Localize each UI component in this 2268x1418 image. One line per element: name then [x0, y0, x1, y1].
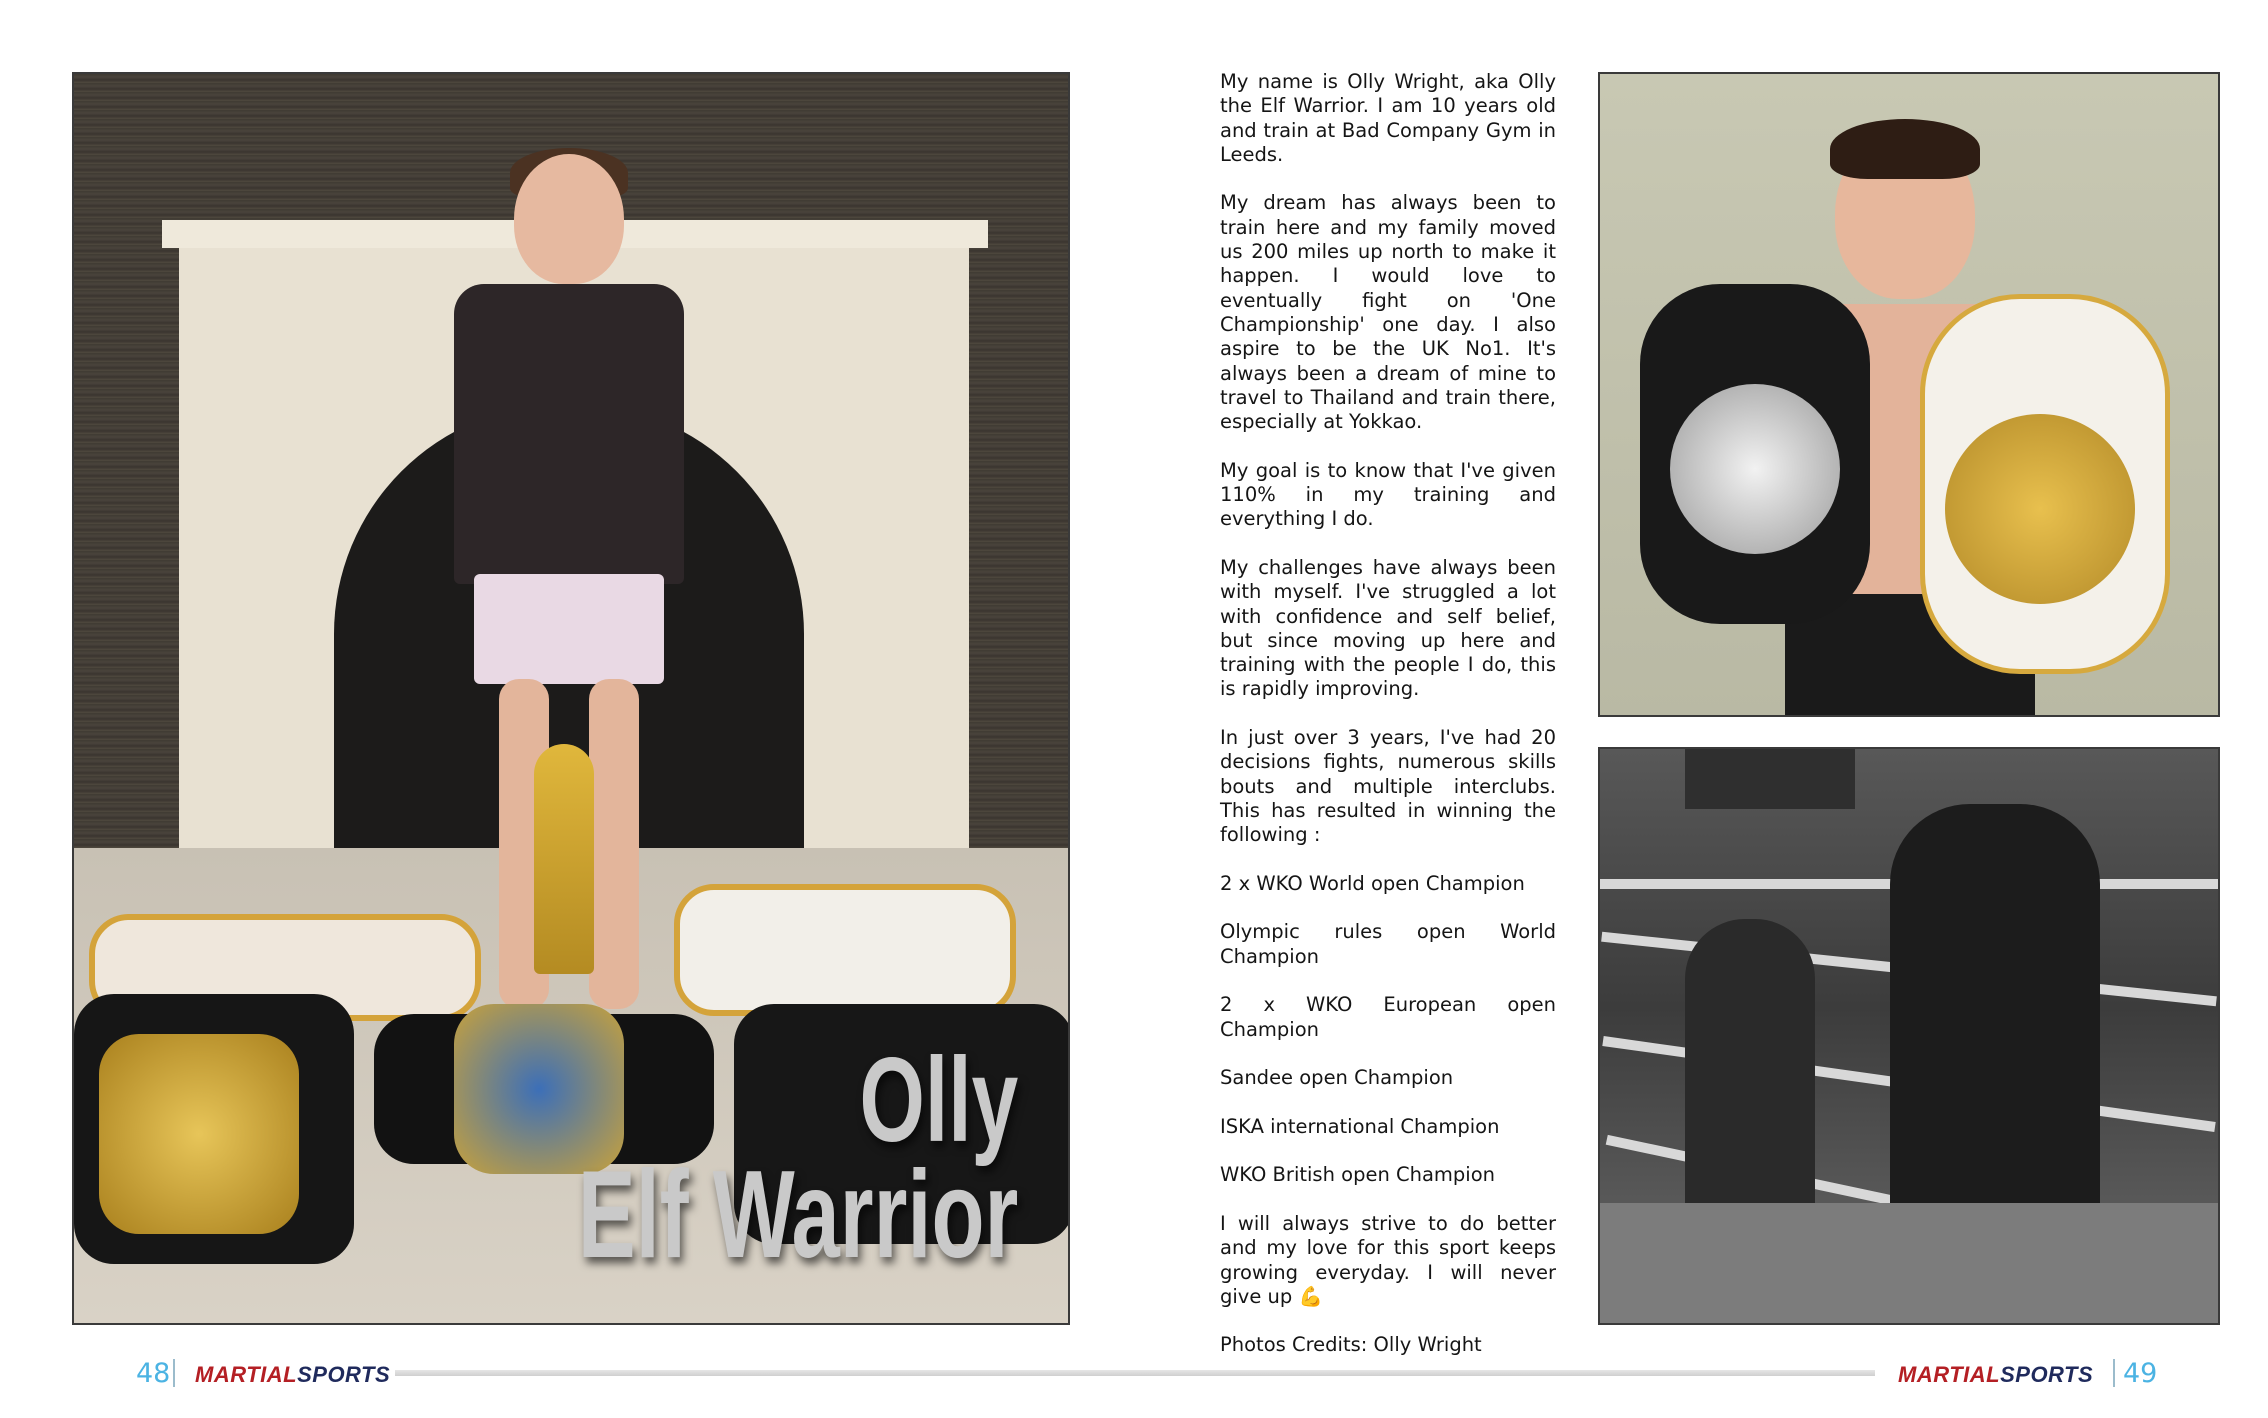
belt-gold-plate-sandee	[99, 1034, 299, 1234]
footer-brand-left	[195, 1362, 390, 1388]
achievement-item: Olympic rules open World Champion	[1220, 920, 1556, 968]
article-paragraph: In just over 3 years, I've had 20 decisions fights, numerous skills bouts and multiple interclubs. This has resulted in winning the following :	[1220, 726, 1556, 847]
article-paragraph: My challenges have always been with myself. I've struggled a lot with confidence and self belief, but since moving up here and training with the people I do, this is rapidly improving.	[1220, 555, 1556, 701]
brand-word-martial: MARTIAL	[195, 1362, 298, 1387]
achievement-item: 2 x WKO World open Champion	[1220, 871, 1525, 895]
brand-word-martial: MARTIAL	[1898, 1362, 2001, 1387]
article-body	[1220, 70, 1556, 1382]
achievement-item: 2 x WKO European open Champion	[1220, 993, 1556, 1041]
photo-credits: Photos Credits: Olly Wright	[1220, 1333, 1482, 1357]
boy-hair	[1830, 119, 1980, 179]
white-belt-plate	[1945, 414, 2135, 604]
footer-rule	[395, 1370, 1875, 1376]
achievement-item: Sandee open Champion	[1220, 1066, 1454, 1090]
footer-divider	[2113, 1359, 2115, 1387]
photo-olly-holding-belts	[1598, 72, 2220, 717]
overlay-title-line1: Olly	[859, 1033, 1018, 1168]
achievement-item: ISKA international Champion	[1220, 1114, 1500, 1138]
article-paragraph: My goal is to know that I've given 110% in my training and everything I do.	[1220, 458, 1556, 531]
gym-wall-sign	[1685, 749, 1855, 809]
achievement-item: WKO British open Champion	[1220, 1163, 1496, 1187]
article-paragraph: My name is Olly Wright, aka Olly the Elf Warrior. I am 10 years old and train at Bad Company Gym in Leeds.	[1220, 70, 1556, 166]
article-paragraph: I will always strive to do better and my love for this sport keeps growing everyday. I will never give up 💪	[1220, 1211, 1556, 1308]
page-number-right: 49	[2123, 1358, 2158, 1389]
footer-divider	[173, 1359, 175, 1387]
trophy	[534, 744, 594, 974]
overlay-title-line2: Elf Warrior	[577, 1146, 1018, 1285]
brand-word-sports: SPORTS	[297, 1362, 391, 1387]
photo-gym-ring	[1598, 747, 2220, 1325]
article-paragraph: My dream has always been to train here and my family moved us 200 miles up north to make it happen. I would love to eventually fight on 'One Championship' one day. I also aspire to be the UK No1. It's always been a dream of mine to travel to Thailand and train there, especially at Yokkao.	[1220, 191, 1556, 434]
photo-olly-with-belts	[72, 72, 1070, 1325]
black-belt-plate	[1670, 384, 1840, 554]
page-number-left: 48	[136, 1358, 171, 1389]
footer-brand-right	[1898, 1362, 2093, 1388]
ring-floor	[1600, 1203, 2218, 1323]
belt-white-right	[674, 884, 1016, 1016]
photo-overlay-title	[577, 1033, 1018, 1285]
brand-word-sports: SPORTS	[2000, 1362, 2094, 1387]
